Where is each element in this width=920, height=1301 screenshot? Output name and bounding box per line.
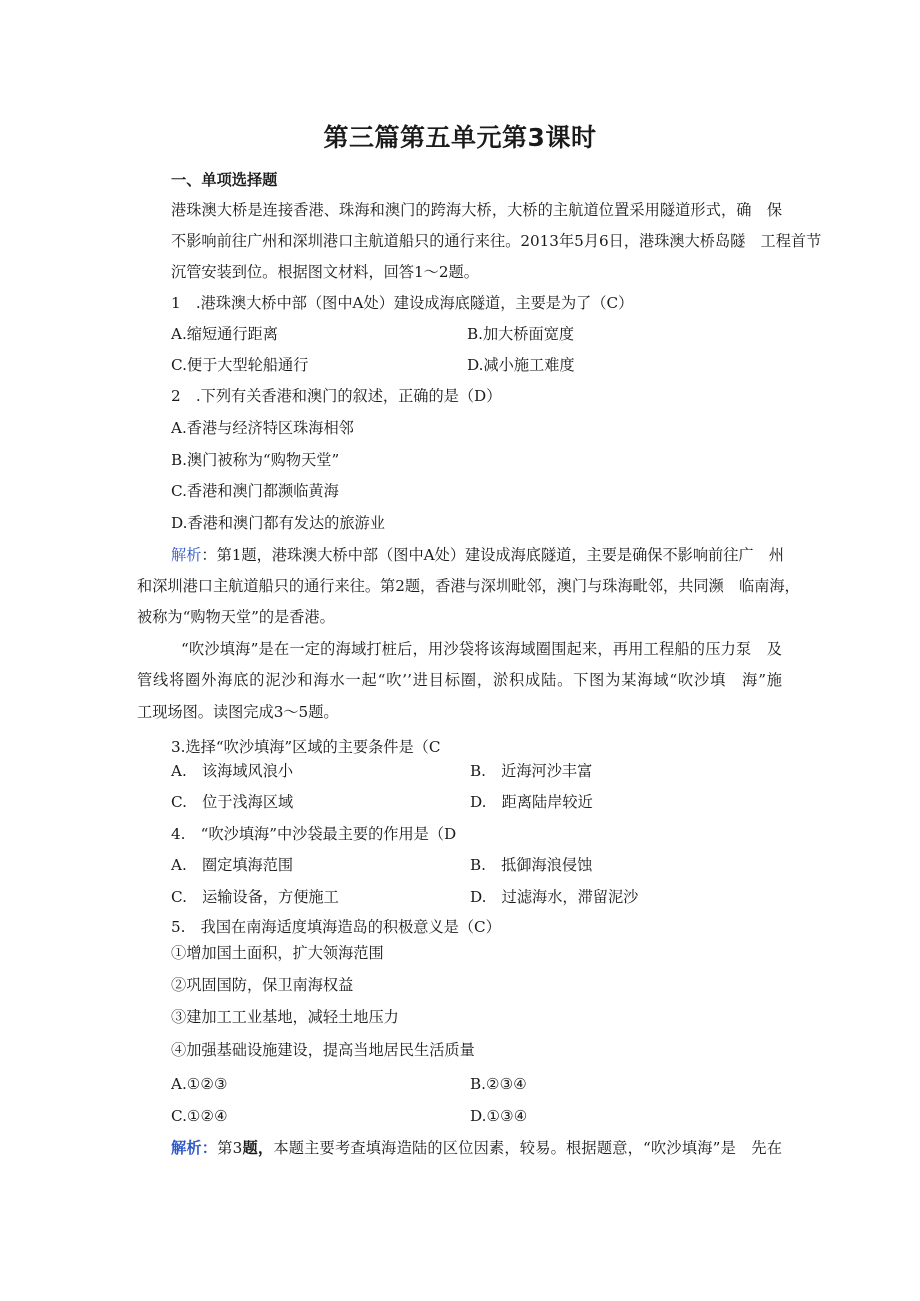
- question-5-option-a: A.①②③: [171, 1075, 228, 1093]
- analysis-2-label: 解析：: [171, 1139, 218, 1157]
- question-3-option-a: A. 该海域风浪小: [171, 762, 294, 780]
- page-title: 第三篇第五单元第3课时: [323, 123, 597, 152]
- question-1-stem: 1 .港珠澳大桥中部（图中A处）建设成海底隧道，主要是为了（C）: [171, 294, 634, 312]
- question-5-option-b: B.②③④: [470, 1075, 527, 1093]
- question-1-option-c: C.便于大型轮船通行: [171, 356, 309, 374]
- analysis-1-line-1: [171, 545, 782, 565]
- question-4-option-c: C. 运输设备，方便施工: [171, 888, 339, 906]
- analysis-2-text: 本题主要考查填海造陆的区位因素，较易。根据题意，“吹沙填海”是 先在: [273, 1139, 783, 1157]
- analysis-1-text: ：第1题，港珠澳大桥中部（图中A处）建设成海底隧道，主要是确保不影响前往广 州: [201, 546, 784, 564]
- question-3-option-b: B. 近海河沙丰富: [470, 762, 593, 780]
- intro-paragraph-2-line-1: “吹沙填海”是在一定的海域打桩后，用沙袋将该海域圈围起来，再用工程船的压力泵 及: [181, 640, 782, 658]
- question-2-option-c: C.香港和澳门都濒临黄海: [171, 482, 339, 500]
- analysis-2-bold-word: 题，: [242, 1139, 274, 1157]
- intro-paragraph-2-line-2: 管线将圈外海底的泥沙和海水一起“吹’’进目标圈，淤积成陆。下图为某海域“吹沙填 海”施: [137, 671, 782, 689]
- question-3-option-d: D. 距离陆岸较近: [470, 793, 593, 811]
- analysis-2-line-1: [171, 1138, 782, 1158]
- question-5-statement-1: ①增加国土面积，扩大领海范围: [171, 944, 384, 962]
- question-3-stem: 3.选择“吹沙填海”区域的主要条件是（C: [171, 738, 441, 756]
- question-1-option-d: D.减小施工难度: [467, 356, 575, 374]
- intro-paragraph-1-line-3: 沉管安装到位。根据图文材料，回答1～2题。: [171, 263, 479, 281]
- analysis-1-line-3: 被称为“购物天堂”的是香港。: [137, 608, 335, 626]
- question-2-stem: 2 .下列有关香港和澳门的叙述，正确的是（D）: [171, 387, 502, 405]
- question-1-option-b: B.加大桥面宽度: [467, 325, 575, 343]
- question-2-option-d: D.香港和澳门都有发达的旅游业: [171, 514, 385, 532]
- question-3-option-c: C. 位于浅海区域: [171, 793, 294, 811]
- intro-paragraph-2-line-3: 工现场图。读图完成3～5题。: [137, 703, 339, 721]
- intro-paragraph-1-line-2: 不影响前往广州和深圳港口主航道船只的通行来往。2013年5月6日，港珠澳大桥岛隧 工程首节: [171, 232, 822, 250]
- question-2-option-b: B.澳门被称为“购物天堂”: [171, 451, 340, 469]
- question-4-option-a: A. 圈定填海范围: [171, 856, 294, 874]
- question-5-option-c: C.①②④: [171, 1107, 228, 1125]
- question-5-stem: 5. 我国在南海适度填海造岛的积极意义是（C）: [171, 918, 501, 936]
- question-4-option-d: D. 过滤海水，滞留泥沙: [470, 888, 639, 906]
- intro-paragraph-1-line-1: 港珠澳大桥是连接香港、珠海和澳门的跨海大桥，大桥的主航道位置采用隧道形式，确 保: [171, 201, 782, 219]
- question-5-statement-3: ③建加工工业基地，减轻土地压力: [171, 1008, 399, 1026]
- question-1-option-a: A.缩短通行距离: [171, 325, 278, 343]
- question-5-option-d: D.①③④: [470, 1107, 528, 1125]
- analysis-1-label: 解析: [171, 546, 202, 564]
- question-2-option-a: A.香港与经济特区珠海相邻: [171, 419, 354, 437]
- question-4-option-b: B. 抵御海浪侵蚀: [470, 856, 593, 874]
- question-5-statement-4: ④加强基础设施建设，提高当地居民生活质量: [171, 1041, 475, 1059]
- analysis-1-line-2: 和深圳港口主航道船只的通行来往。第2题，香港与深圳毗邻，澳门与珠海毗邻，共同濒 临南海，: [137, 577, 800, 595]
- section-heading: 一、单项选择题: [171, 171, 278, 189]
- analysis-2-prefix: 第3: [217, 1139, 243, 1157]
- question-5-statement-2: ②巩固国防，保卫南海权益: [171, 976, 354, 994]
- question-4-stem: 4. “吹沙填海”中沙袋最主要的作用是（D: [171, 825, 457, 843]
